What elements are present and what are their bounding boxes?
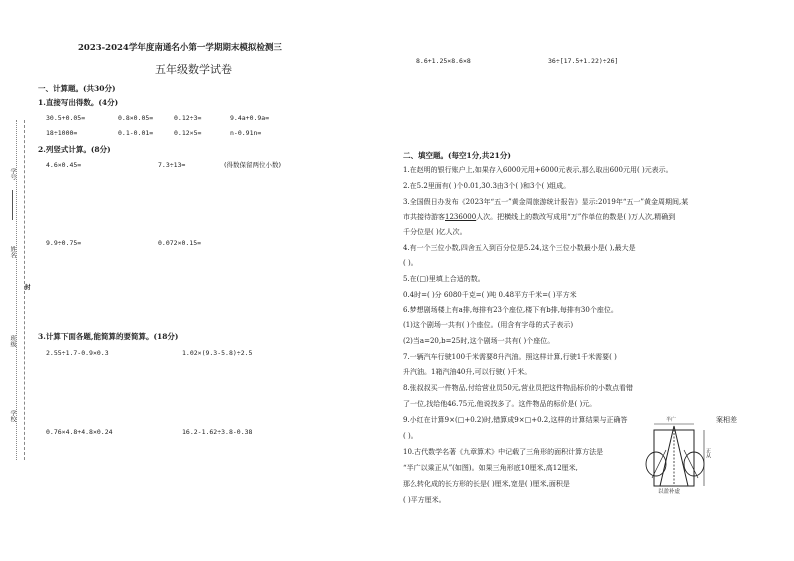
q1-item: n-0.91n= (230, 129, 262, 137)
fill-line: ( )。 (403, 432, 418, 440)
fill-line: 5.在(□)里填上合适的数。 (403, 275, 485, 283)
part2-heading: 二、填空题。(每空1分,共21分) (403, 151, 511, 160)
triangle-area-figure (642, 417, 714, 498)
q3-item: 1.02×(9.3-5.8)÷2.5 (182, 349, 253, 357)
fill-line: 了一位,找给他46.75元,他说找多了。这件物品的标价是( )元。 (403, 400, 597, 408)
q3-item: 8.6+1.25×8.6×8 (416, 57, 471, 65)
q2-heading: 2.列竖式计算。(8分) (38, 145, 111, 154)
q3-text-post: 人次。把横线上的数改写成用“万”作单位的数是( )万人次,精确到 (476, 213, 676, 221)
fill-line: 3.全国假日办发布《2023年“五一”黄金周旅游统计报告》显示:2019年“五一”黄金周期间,某 (403, 198, 689, 206)
fill-line: “半广以乘正从”(如图)。如果三角形底10厘米,高12厘米, (403, 464, 578, 472)
side-label-name: 姓名 (9, 246, 16, 258)
q3-item: 36÷[17.5+1.22)÷26] (548, 57, 619, 65)
fill-line: 9.小红在计算9×(□+0.2)时,错算成9×□+0.2,这样的计算结果与正确答 (403, 416, 628, 424)
figure-label-side: 正从 (705, 448, 711, 458)
fill-line: 升汽油。1箱汽油40升,可以行驶( )千米。 (403, 368, 532, 376)
q1-item: 0.1-0.01= (118, 129, 154, 137)
side-blank-1 (12, 190, 13, 220)
fill-line: 6.梦想剧场楼上有a排,每排有23个座位,楼下有b排,每排有30个座位。 (403, 306, 618, 314)
side-label-student-id: 学号 (9, 168, 16, 180)
q2-note: (得数保留两位小数) (224, 161, 282, 169)
q3-text-pre: 市共接待游客 (403, 213, 445, 221)
q3-item: 16.2-1.62÷3.8-0.38 (182, 428, 253, 436)
q9-right-text: 案相差 (716, 416, 737, 424)
exam-title: 2023-2024学年度南通名小第一学期期末模拟检测三 (78, 43, 282, 53)
q3-item: 0.76×4.8+4.8×0.24 (46, 428, 113, 436)
fill-line: (1)这个剧场一共有( )个座位。(用含有字母的式子表示) (403, 321, 574, 329)
q3-heading: 3.计算下面各题,能简算的要简算。(18分) (38, 332, 179, 341)
q1-item: 0.12÷3= (174, 114, 202, 122)
side-label-school: 学校 (9, 410, 16, 422)
figure-svg (642, 417, 714, 498)
q2-item: 7.3÷13≈ (158, 161, 186, 169)
q3-underlined-number: 1236000 (445, 213, 477, 221)
q1-item: 0.8×0.05= (118, 114, 154, 122)
side-label-class: 班级 (9, 335, 16, 347)
q1-item: 9.4a+0.9a= (230, 114, 270, 122)
q2-item: 0.072×0.15= (158, 239, 202, 247)
part1-heading: 一、计算题。(共30分) (38, 84, 116, 93)
q1-item: 0.12×5= (174, 129, 202, 137)
fill-line: 1.在赵明的银行账户上,如果存入6000元用+6000元表示,那么取出600元用( )元表示。 (403, 166, 673, 174)
fill-line: ( )平方厘米。 (403, 496, 446, 504)
q2-item: 4.6×0.45= (46, 161, 82, 169)
fill-line: 千分位是( )亿人次。 (403, 228, 467, 236)
fill-line: ( )。 (403, 259, 418, 267)
figure-label-top: 半广 (666, 417, 677, 423)
q3-item: 2.55÷1.7-0.9×0.3 (46, 349, 109, 357)
exam-subtitle: 五年级数学试卷 (155, 63, 232, 76)
q1-item: 30.5+0.05= (46, 114, 86, 122)
side-seal-char: 封 (23, 284, 30, 290)
fill-line: 0.4时=( )分 6080千克=( )吨 0.48平方千米=( )平方米 (403, 291, 577, 299)
fill-line: 7.一辆汽车行驶100千米需要8升汽油。照这样计算,行驶1千米需要( ) (403, 353, 617, 361)
q1-item: 18÷1000= (46, 129, 78, 137)
q2-item: 9.9÷0.75= (46, 239, 82, 247)
fill-line (403, 214, 675, 221)
fill-line: (2)当a=20,b=25时,这个剧场一共有( )个座位。 (403, 337, 555, 345)
q1-heading: 1.直接写出得数。(4分) (38, 98, 119, 107)
fill-line: 2.在5.2里面有( )个0.01,30.3由3个( )和3个( )组成。 (403, 182, 571, 190)
fill-line: 10.古代数学名著《九章算术》中记载了三角形的面积计算方法是 (403, 448, 604, 456)
fill-line: 4.有一个三位小数,四舍五入到百分位是5.24,这个三位小数最小是( ),最大是 (403, 244, 636, 252)
fill-line: 那么转化成的长方形的长是( )厘米,宽是( )厘米,面积是 (403, 480, 570, 488)
binding-line (24, 120, 25, 460)
fill-line: 8.张叔叔买一件物品,付给营业员50元,营业员把这件物品标价的小数点看错 (403, 384, 634, 392)
figure-caption: 以盈补虚 (658, 489, 681, 495)
